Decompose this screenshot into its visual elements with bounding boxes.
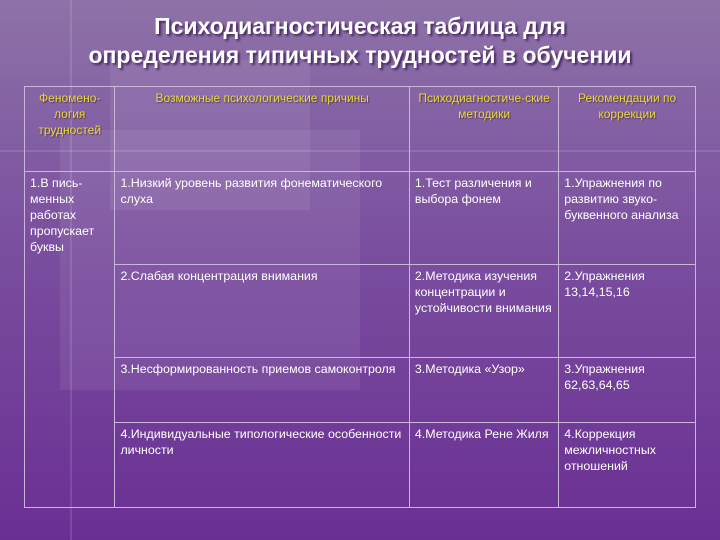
recommendation-cell: 2.Упражнения 13,14,15,16 (559, 265, 696, 358)
slide-title-line-1: Психодиагностическая таблица для (154, 13, 566, 39)
method-cell: 4.Методика Рене Жиля (409, 423, 558, 508)
recommendation-cell: 3.Упражнения 62,63,64,65 (559, 358, 696, 423)
header-cell-methods: Психодиагностиче-ские методики (409, 87, 558, 172)
cause-cell: 1.Низкий уровень развития фонематического слуха (115, 172, 409, 265)
cause-cell: 4.Индивидуальные типологические особенности личности (115, 423, 409, 508)
header-cell-causes: Возможные психологические причины (115, 87, 409, 172)
phenomenon-cell: 1.В пись-менных работах пропускает буквы (25, 172, 115, 508)
table-row (25, 172, 696, 265)
table-row (25, 265, 696, 358)
cause-cell: 2.Слабая концентрация внимания (115, 265, 409, 358)
header-cell-phenomenology: Феномено-логия трудностей (25, 87, 115, 172)
recommendation-cell: 4.Коррекция межличностных отношений (559, 423, 696, 508)
table-row (25, 423, 696, 508)
method-cell: 3.Методика «Узор» (409, 358, 558, 423)
method-cell: 1.Тест различения и выбора фонем (409, 172, 558, 265)
cause-cell: 3.Несформированность приемов самоконтроля (115, 358, 409, 423)
method-cell: 2.Методика изучения концентрации и устойчивости внимания (409, 265, 558, 358)
table-header-row (25, 87, 696, 172)
slide-title-line-2: определения типичных трудностей в обучении (88, 42, 632, 68)
header-cell-recommendations: Рекомендации по коррекции (559, 87, 696, 172)
table-row (25, 358, 696, 423)
diagnostic-table (24, 86, 696, 508)
recommendation-cell: 1.Упражнения по развитию звуко-буквенного анализа (559, 172, 696, 265)
slide-title (0, 12, 720, 70)
